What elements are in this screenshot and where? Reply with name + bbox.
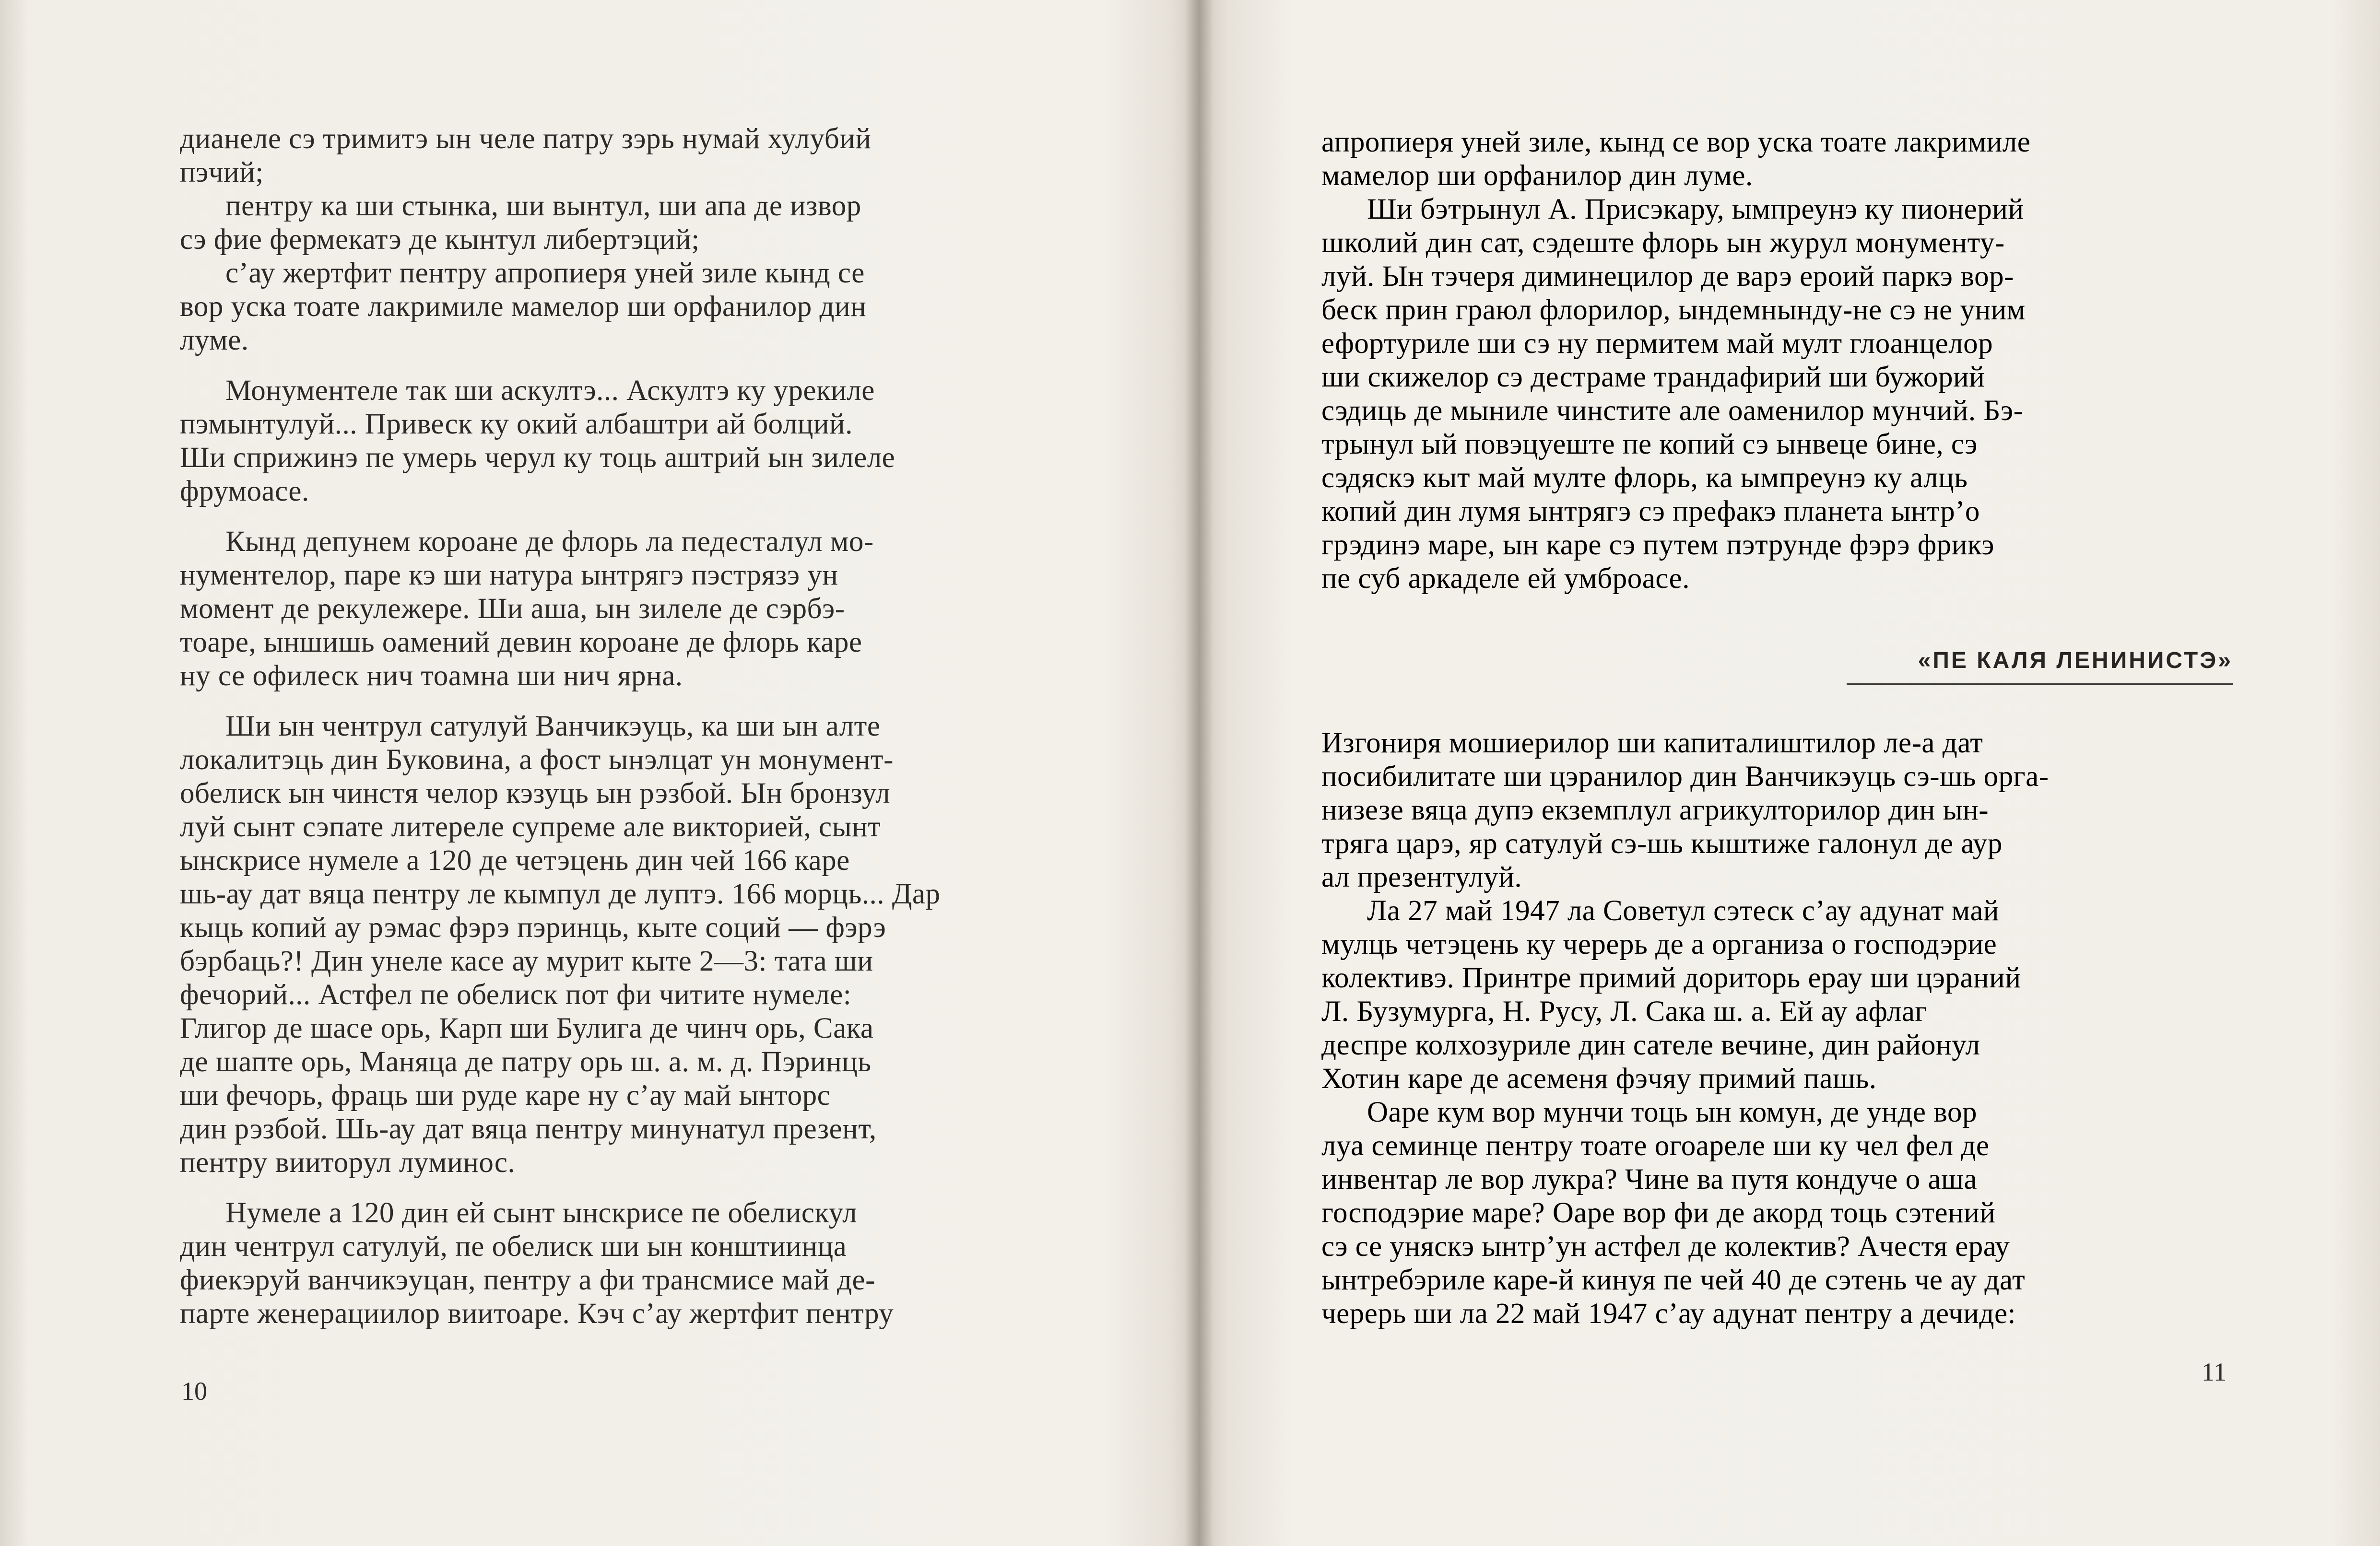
- paragraph: Нумеле а 120 дин ей сынт ынскрисе пе обелискул дин чентрул сатулуй, пе обелиск ши ын конштиинца фиекэруй ванчикэуцан, пентру а фи трансмисе май де- парте женерациилор виитоаре. Кэч с’ау жертфит пентру: [180, 1197, 894, 1330]
- page-number-left: 10: [181, 1377, 207, 1405]
- paragraph: дианеле сэ тримитэ ын челе патру зэрь нумай хулубий пэчий;: [180, 123, 872, 188]
- paragraph: пентру ка ши стынка, ши вынтул, ши апа де извор сэ фие фермекатэ де кынтул либертэций;: [180, 190, 861, 256]
- paragraph: Ши бэтрынул А. Присэкару, ымпреунэ ку пионерий школий дин сат, сэдеште флорь ын журул монументу- луй. Ын тэчеря диминецилор де варэ ероий паркэ вор- беск прин граюл флорилор, ындемнынду-не сэ не уним ефортуриле ши сэ ну пермитем май мулт глоанцелор ши скижелор сэ дестраме трандафирий ши бужорий сэдиць де мыниле чинстите але оаменилор мунчий. Бэ- трынул ый повэцуеште пе копий сэ ынвеце бине, сэ сэдяскэ кыт май мулте флорь, ка ымпреунэ ку алць копий дин лумя ынтрягэ сэ префакэ планета ынтр’о грэдинэ маре, ын каре сэ путем пэтрунде фэрэ фрикэ пе суб аркаделе ей умброасе.: [1321, 193, 2026, 595]
- left-page-text: [180, 122, 1091, 1331]
- paragraph: Изгониря мошиерилор ши капиталиштилор ле-а дат посибилитате ши цэранилор дин Ванчикэуць сэ-шь орга- низезе вяца дупэ екземплул агрикулторилор дин ын- тряга царэ, яр сатулуй сэ-шь кыштиже галонул де аур ал презентулуй.: [1321, 727, 2049, 893]
- paragraph: апропиеря уней зиле, кынд се вор уска тоате лакримиле мамелор ши орфанилор дин луме.: [1321, 126, 2031, 192]
- page-number-right: 11: [2202, 1358, 2227, 1386]
- paragraph: Ши ын чентрул сатулуй Ванчикэуць, ка ши ын алте локалитэць дин Буковина, а фост ынэлцат ун монумент- обелиск ын чинстя челор кэзуць ын рэзбой. Ын бронзул луй сынт сэпате литереле супреме але викторией, сынт ынскрисе нумеле а 120 де четэцень дин чей 166 каре шь-ау дат вяца пентру ле кымпул де луптэ. 166 морць... Дар кыць копий ау рэмас фэрэ пэринць, кыте соций — фэрэ бэрбаць?! Дин унеле касе ау мурит кыте 2—3: тата ши фечорий... Астфел пе обелиск пот фи читите нумеле: Глигор де шасе орь, Карп ши Булига де чинч орь, Сака де шапте орь, Маняца де патру орь ш. а. м. д. Пэринць ши фечорь, фраць ши руде каре ну с’ау май ынторс дин рэзбой. Шь-ау дат вяца пентру минунатул презент, пентру вииторул луминос.: [180, 710, 941, 1179]
- paragraph: Оаре кум вор мунчи тоць ын комун, де унде вор луа семинце пентру тоате огоареле ши ку чел фел де инвентар ле вор лукра? Чине ва путя кондуче о аша господэрие маре? Оаре вор фи де акорд тоць сэтений сэ се уняскэ ынтр’ун астфел де колектив? Ачестя ерау ынтребэриле каре-й кинуя пе чей 40 де сэтень че ау дат черерь ши ла 22 май 1947 с’ау адунат пентру а дечиде:: [1321, 1096, 2026, 1330]
- book-gutter: [1185, 0, 1214, 1546]
- heading-underline: [1847, 683, 2233, 685]
- paragraph: с’ау жертфит пентру апропиеря уней зиле кынд се вор уска тоате лакримиле мамелор ши орфанилор дин луме.: [180, 257, 867, 356]
- paragraph: Ла 27 май 1947 ла Советул сэтеск с’ау адунат май мулць четэцень ку черерь де а организа о господэрие колективэ. Принтре примий доритоpь ерау ши цэраний Л. Бузумурга, Н. Русу, Л. Сака ш. а. Ей ау афлаг деспре колхозуриле дин сателе вечине, дин районул Хотин каре де асеменя фэчяу примий пашь.: [1321, 895, 2021, 1095]
- paragraph: Монументеле так ши аскултэ... Аскултэ ку урекиле пэмынтулуй... Привеск ку окий албаштри ай болций. Ши сприжинэ пе умерь черул ку тоць аштрий ын зилеле фрумоасе.: [180, 375, 895, 507]
- right-page-text-top: [1321, 126, 2233, 596]
- paragraph: Кынд депунем короане де флорь ла педесталул мо- нументелор, паре кэ ши натура ынтрягэ пэстрязэ ун момент де рекулежере. Ши аша, ын зилеле де сэрбэ- тоаре, ыншишь оамений девин короане де флорь каре ну се офилеск нич тоамна ши нич ярна.: [180, 526, 874, 692]
- right-page-text-bottom: [1321, 726, 2233, 1331]
- section-heading: «ПЕ КАЛЯ ЛЕНИНИСТЭ»: [1918, 648, 2233, 673]
